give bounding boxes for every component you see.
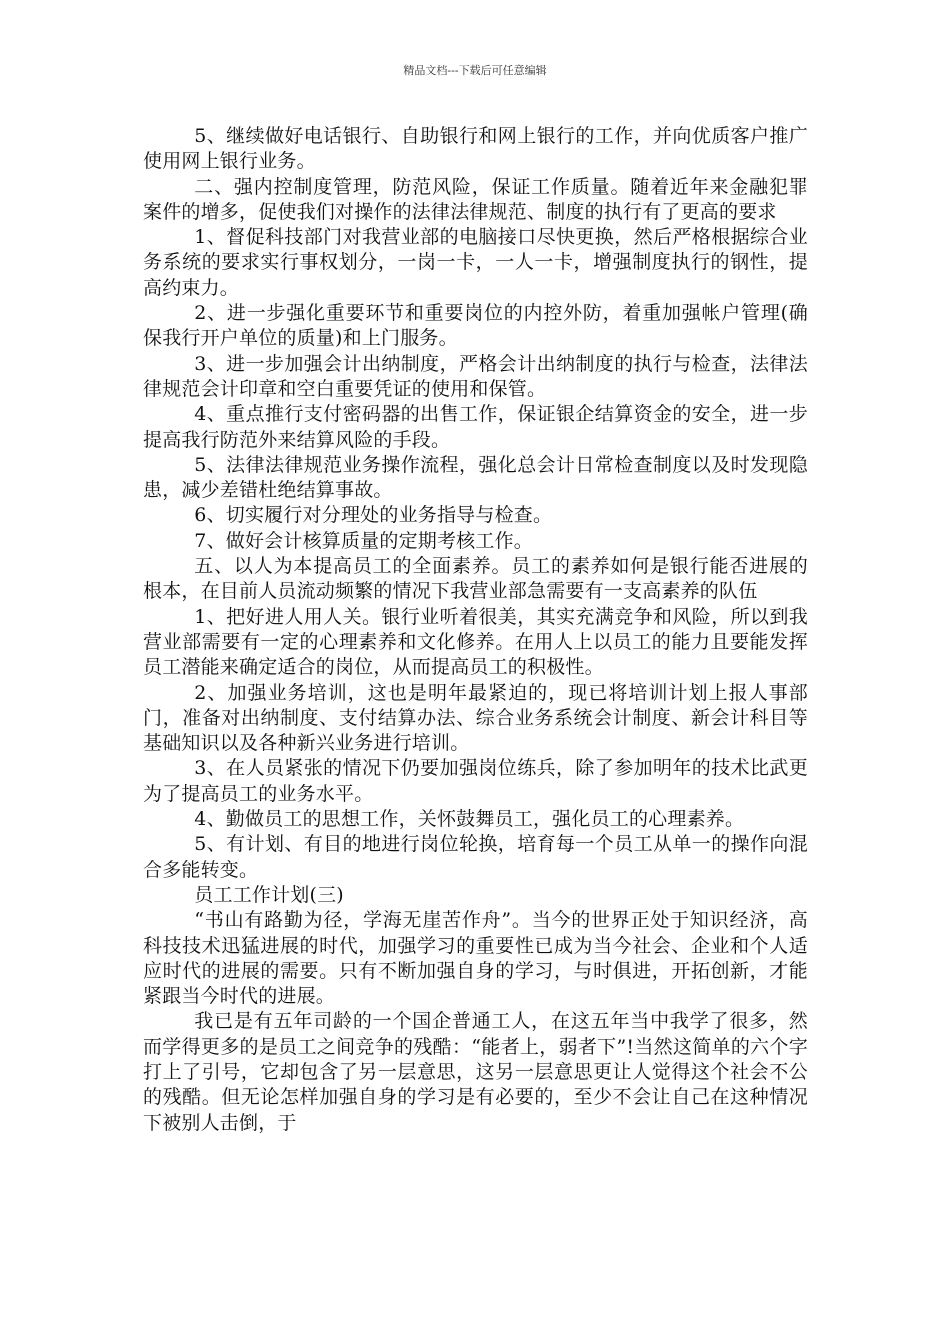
- paragraph: 4、勤做员工的思想工作，关怀鼓舞员工，强化员工的心理素养。: [194, 808, 745, 831]
- paragraph: 3、进一步加强会计出纳制度，严格会计出纳制度的执行与检查，法律法律规范会计印章和空白重要凭证的使用和保管。: [143, 352, 808, 400]
- paragraph: 7、做好会计核算质量的定期考核工作。: [194, 529, 533, 552]
- paragraph: “书山有路勤为径，学海无崖苦作舟”。当今的世界正处于知识经济，高科技技术迅猛进展的时代，加强学习的重要性已成为当今社会、企业和个人适应时代的进展的需要。只有不断加强自身的学习，与时俱进，开拓创新，才能紧跟当今时代的进展。: [143, 909, 808, 1008]
- page-header: 精品文档---下载后可任意编辑: [403, 64, 547, 77]
- paragraph: 5、继续做好电话银行、自助银行和网上银行的工作，并向优质客户推广使用网上银行业务。: [143, 125, 808, 173]
- paragraph: 二、强内控制度管理，防范风险，保证工作质量。随着近年来金融犯罪案件的增多，促使我们对操作的法律法律规范、制度的执行有了更高的要求: [143, 175, 808, 223]
- paragraph: 5、有计划、有目的地进行岗位轮换，培育每一个员工从单一的操作向混合多能转变。: [143, 833, 808, 881]
- document-body: [143, 124, 808, 1136]
- paragraph: 2、加强业务培训，这也是明年最紧迫的，现已将培训计划上报人事部门，准备对出纳制度、支付结算办法、综合业务系统会计制度、新会计科目等基础知识以及各种新兴业务进行培训。: [143, 681, 808, 755]
- paragraph: 五、以人为本提高员工的全面素养。员工的素养如何是银行能否进展的根本，在目前人员流动频繁的情况下我营业部急需要有一支高素养的队伍: [143, 555, 808, 603]
- paragraph: 4、重点推行支付密码器的出售工作，保证银企结算资金的安全，进一步提高我行防范外来结算风险的手段。: [143, 403, 808, 451]
- section-title: 员工工作计划(三): [194, 883, 344, 906]
- paragraph: 2、进一步强化重要环节和重要岗位的内控外防，着重加强帐户管理(确保我行开户单位的质量)和上门服务。: [143, 302, 808, 350]
- paragraph: 1、督促科技部门对我营业部的电脑接口尽快更换，然后严格根据综合业务系统的要求实行事权划分，一岗一卡，一人一卡，增强制度执行的钢性，提高约束力。: [143, 226, 808, 299]
- paragraph: 5、法律法律规范业务操作流程，强化总会计日常检查制度以及时发现隐患，减少差错杜绝结算事故。: [143, 453, 808, 502]
- paragraph: 3、在人员紧张的情况下仍要加强岗位练兵，除了参加明年的技术比武更为了提高员工的业务水平。: [143, 757, 808, 805]
- paragraph: 1、把好进人用人关。银行业听着很美，其实充满竞争和风险，所以到我营业部需要有一定的心理素养和文化修养。在用人上以员工的能力且要能发挥员工潜能来确定适合的岗位，从而提高员工的积极性。: [143, 605, 808, 679]
- paragraph: 6、切实履行对分理处的业务指导与检查。: [194, 504, 553, 527]
- paragraph: 我已是有五年司龄的一个国企普通工人，在这五年当中我学了很多，然而学得更多的是员工之间竞争的残酷：“能者上，弱者下”!当然这简单的六个字打上了引号，它却包含了另一层意思，这另一层意思更让人觉得这个社会不公的残酷。但无论怎样加强自身的学习是有必要的，至少不会让自己在这种情况下被别人击倒，于: [143, 1010, 808, 1134]
